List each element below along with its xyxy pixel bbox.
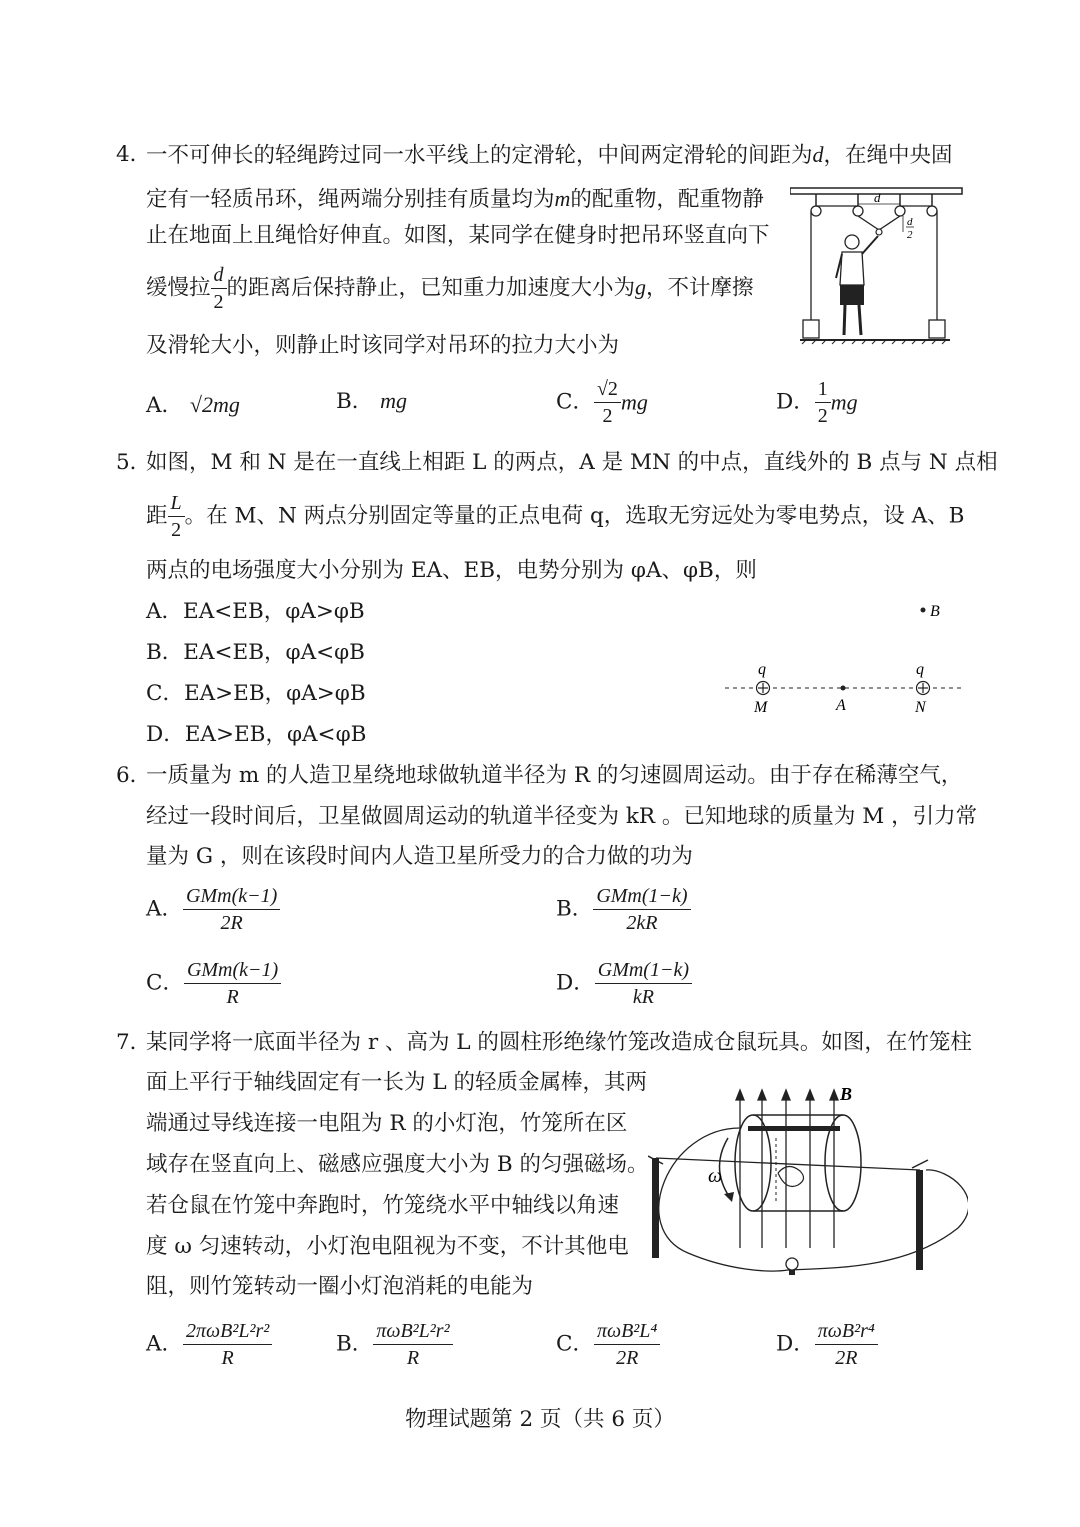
- q7-line7: 阻，则竹笼转动一圈小灯泡消耗的电能为: [146, 1274, 534, 1299]
- svg-text:2: 2: [907, 229, 913, 241]
- q6-line1: 一质量为 m 的人造卫星绕地球做轨道半径为 R 的匀速圆周运动。由于存在稀薄空气，: [146, 763, 963, 788]
- q5-line2: 距 $\frac{L}{2}$ 。在 M、N 两点分别固定等量的正点电荷 q，选取无穷远处为零电势点，设 A、B: [146, 492, 965, 541]
- q7-option-a[interactable]: A． $\frac{\text{2πωB²L²r²}}{R}$: [146, 1318, 272, 1371]
- q6-option-a[interactable]: A． $\frac{\text{GMm(k−1)}}{2R}$: [146, 883, 280, 936]
- q7-option-c[interactable]: C． $\frac{\text{πωB²L⁴}}{2R}$: [556, 1318, 660, 1371]
- q6-option-c[interactable]: C． $\frac{\text{GMm(k−1)}}{R}$: [146, 957, 281, 1010]
- q6-number: 6．: [116, 763, 152, 788]
- svg-text:N: N: [915, 699, 926, 716]
- q6-option-b[interactable]: B． $\frac{\text{GMm(1−k)}}{2kR}$: [556, 883, 691, 936]
- svg-text:B: B: [840, 1084, 853, 1104]
- q7-cage-figure: [648, 1078, 968, 1290]
- q5-charge-figure: [725, 598, 970, 718]
- svg-text:q: q: [916, 661, 924, 678]
- q4-number: 4．: [116, 142, 152, 167]
- svg-text:d: d: [907, 216, 913, 228]
- svg-text:d: d: [874, 190, 881, 205]
- q7-line6: 度 ω 匀速转动，小灯泡电阻视为不变，不计其他电: [146, 1234, 629, 1259]
- q7-line2: 面上平行于轴线固定有一长为 L 的轻质金属棒，其两: [146, 1070, 647, 1095]
- q4-option-a[interactable]: A． √2mg: [146, 392, 240, 418]
- q5-option-c[interactable]: C．EA>EB，φA>φB: [146, 681, 366, 706]
- page-footer: 物理试题第 2 页（共 6 页）: [405, 1407, 675, 1432]
- q6-line3: 量为 G ，则在该段时间内人造卫星所受力的合力做的功为: [146, 844, 693, 869]
- svg-text:q: q: [758, 661, 766, 678]
- q7-option-d[interactable]: D． $\frac{\text{πωB²r⁴}}{2R}$: [776, 1318, 878, 1371]
- q6-line2: 经过一段时间后，卫星做圆周运动的轨道半径变为 kR 。已知地球的质量为 M ，引力常: [146, 804, 978, 829]
- q7-number: 7．: [116, 1030, 152, 1055]
- svg-text:M: M: [754, 699, 768, 716]
- q7-option-b[interactable]: B． $\frac{\text{πωB²L²r²}}{R}$: [336, 1318, 453, 1371]
- q4-line5: 及滑轮大小，则静止时该同学对吊环的拉力大小为: [146, 333, 620, 358]
- q5-option-d[interactable]: D．EA>EB，φA<φB: [146, 722, 367, 747]
- q5-option-a[interactable]: A．EA<EB，φA>φB: [146, 599, 365, 624]
- q7-line5: 若仓鼠在竹笼中奔跑时，竹笼绕水平中轴线以角速: [146, 1193, 620, 1218]
- svg-text:ω: ω: [708, 1165, 723, 1187]
- q4-option-b[interactable]: B． mg: [336, 388, 408, 414]
- q4-line3: 止在地面上且绳恰好伸直。如图，某同学在健身时把吊环竖直向下: [146, 223, 770, 248]
- q6-option-d[interactable]: D． $\frac{\text{GMm(1−k)}}{kR}$: [556, 957, 692, 1010]
- q7-line3: 端通过导线连接一电阻为 R 的小灯泡，竹笼所在区: [146, 1111, 628, 1136]
- q4-option-c[interactable]: C． $\frac{√2}{2}$ mg: [556, 378, 648, 427]
- svg-text:B: B: [930, 603, 940, 620]
- q5-half-L-fraction: $\frac{L}{2}$: [168, 490, 185, 543]
- q4-line2: 定有一轻质吊环，绳两端分别挂有质量均为m的配重物，配重物静: [146, 186, 764, 212]
- svg-text:A: A: [836, 697, 846, 714]
- q4-pulley-figure: [790, 180, 965, 352]
- q4-line4: 缓慢拉 $\frac{d}{2}$ 的距离后保持静止，已知重力加速度大小为g，不计摩擦: [146, 264, 754, 313]
- q5-option-b[interactable]: B．EA<EB，φA<φB: [146, 640, 365, 665]
- q5-line3: 两点的电场强度大小分别为 EA、EB，电势分别为 φA、φB，则: [146, 558, 757, 583]
- q5-number: 5．: [116, 450, 152, 475]
- q4-line1: 一不可伸长的轻绳跨过同一水平线上的定滑轮，中间两定滑轮的间距为d，在绳中央固: [146, 142, 953, 168]
- q7-line1: 某同学将一底面半径为 r 、高为 L 的圆柱形绝缘竹笼改造成仓鼠玩具。如图，在竹笼柱: [146, 1030, 972, 1055]
- q5-line1: 如图，M 和 N 是在一直线上相距 L 的两点，A 是 MN 的中点，直线外的 B 点与 N 点相: [146, 450, 998, 475]
- q4-option-d[interactable]: D． $\frac{1}{2}$ mg: [776, 378, 858, 427]
- q4-half-d-fraction: $\frac{d}{2}$: [211, 262, 227, 315]
- q7-line4: 域存在竖直向上、磁感应强度大小为 B 的匀强磁场。: [146, 1152, 649, 1177]
